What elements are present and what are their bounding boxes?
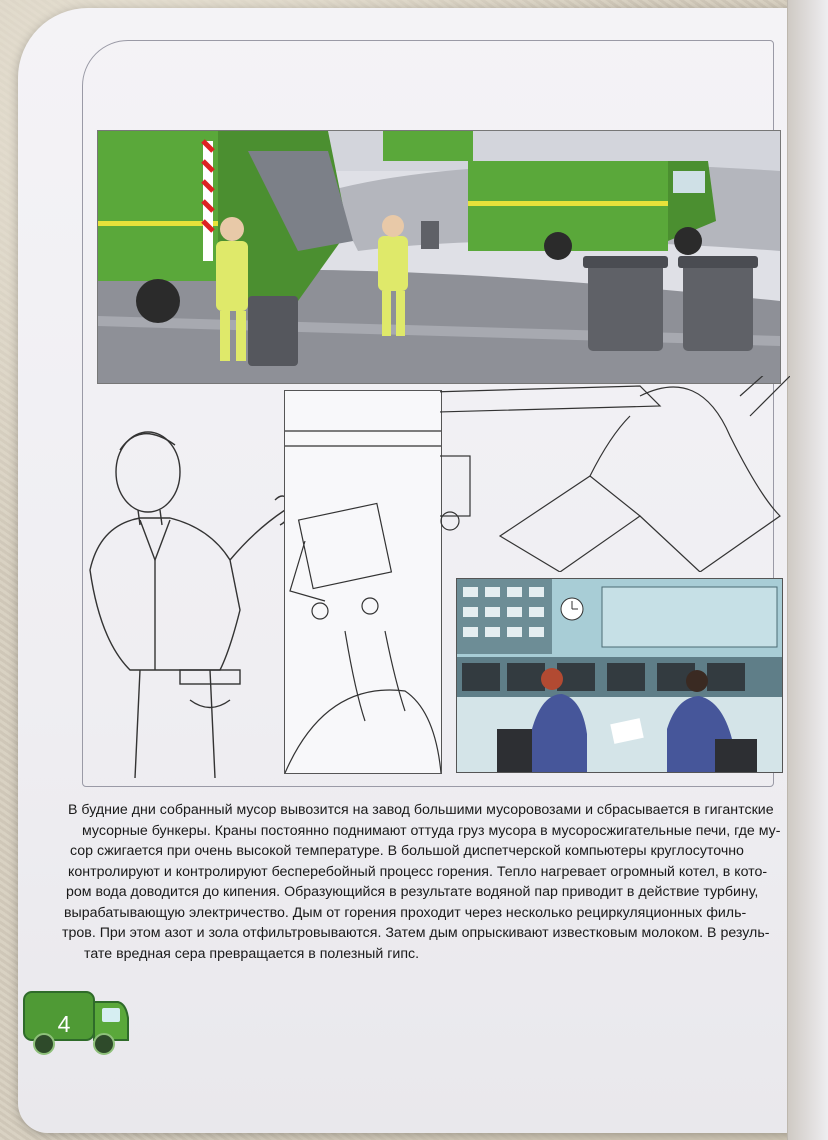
- next-page-edge: [787, 0, 828, 1140]
- control-room-panel: [456, 578, 783, 773]
- paragraph-line: В будние дни собранный мусор вывозится на завод большими мусоровозами и сбрасывается в гигантские: [68, 802, 774, 818]
- paragraph-line: контролируют и контролируют бесперебойный процесс горения. Тепло нагревает огромный котел, в кото-: [68, 863, 768, 880]
- garbage-collection-scene: [97, 130, 781, 384]
- description-paragraph: [62, 800, 794, 964]
- garbage-truck-icon: [22, 988, 132, 1058]
- paragraph-line: вырабатывающую электричество. Дым от горения проходит через несколько рециркуляционных филь-: [64, 904, 747, 921]
- crane-bunker-panel: [284, 390, 442, 774]
- page-number: 4: [57, 1011, 71, 1037]
- paragraph-line: тате вредная сера превращается в полезный гипс.: [84, 945, 420, 962]
- furnace-panel: [440, 376, 790, 572]
- man-illustration: [80, 410, 290, 778]
- paragraph-line: тров. При этом азот и зола отфильтровываются. Затем дым опрыскивают известковым молоком. В резуль-: [62, 925, 770, 941]
- paragraph-line: ром вода доводится до кипения. Образующийся в результате водяной пар приводит в действие турбину,: [66, 884, 759, 900]
- paragraph-line: мусорные бункеры. Краны постоянно поднимают оттуда груз мусора в мусоросжигательные печи, где му-: [82, 822, 781, 839]
- paragraph-line: сор сжигается при очень высокой температуре. В большой диспетчерской компьютеры круглосуточно: [70, 843, 744, 859]
